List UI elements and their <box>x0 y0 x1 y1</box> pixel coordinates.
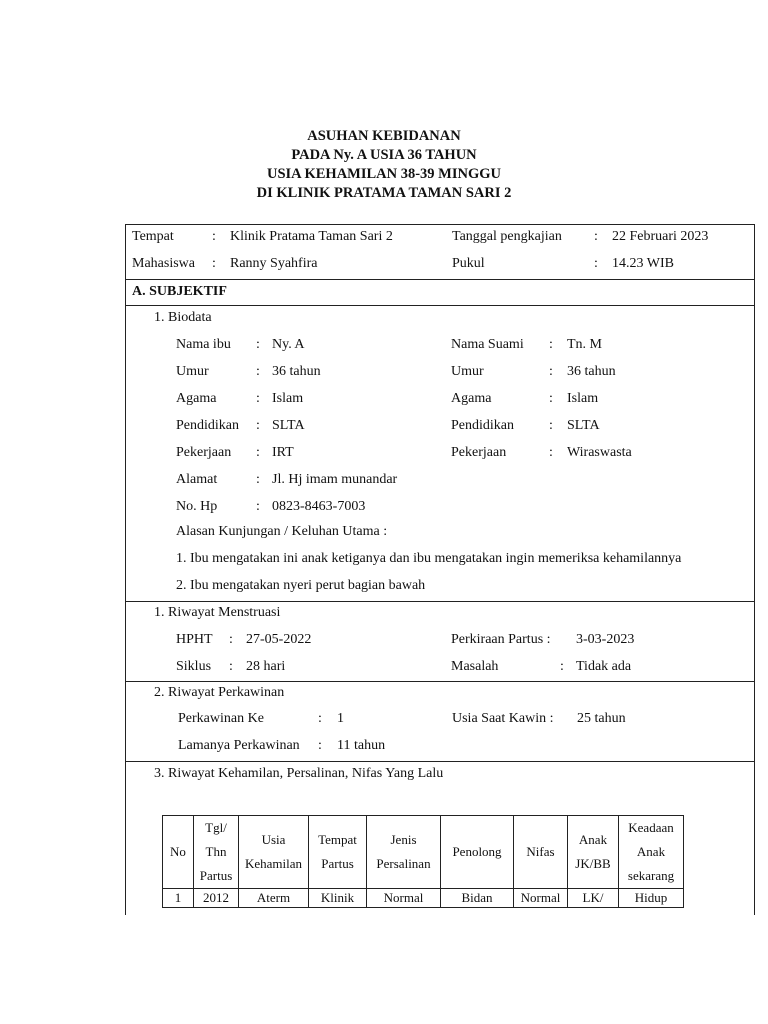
kehamilan-history-table <box>162 815 684 908</box>
tanggal-label: Tanggal pengkajian <box>452 229 562 244</box>
doc-title-line-1: ASUHAN KEBIDANAN <box>307 128 461 144</box>
col-header-line: Partus <box>199 868 233 883</box>
perkiraan-partus-label: Perkiraan Partus : <box>451 632 551 647</box>
ibu-sep: : <box>256 499 260 514</box>
suami-agama-label: Agama <box>451 391 492 406</box>
pukul-label: Pukul <box>452 256 485 271</box>
form-frame <box>125 224 755 915</box>
ibu-agama-label: Agama <box>176 391 217 406</box>
tempat-sep: : <box>212 229 216 244</box>
ibu-umur-label: Umur <box>176 364 209 379</box>
table-cell: LK/ <box>568 889 619 908</box>
col-header-line: Partus <box>321 856 354 871</box>
col-header-usia <box>239 816 309 889</box>
suami-nama-value: Tn. M <box>567 337 602 352</box>
usia-kawin-label: Usia Saat Kawin : <box>452 711 554 726</box>
section-a-heading: A. SUBJEKTIF <box>132 284 227 299</box>
suami-sep: : <box>549 364 553 379</box>
doc-title-line-4: DI KLINIK PRATAMA TAMAN SARI 2 <box>256 185 512 201</box>
perkawinan-ke-sep: : <box>318 711 322 726</box>
suami-agama-value: Islam <box>567 391 599 406</box>
alasan-heading: Alasan Kunjungan / Keluhan Utama : <box>176 524 388 539</box>
col-header-line: JK/BB <box>575 856 611 871</box>
col-header-line: Usia <box>261 832 286 847</box>
table-cell: Klinik <box>309 889 367 908</box>
keluhan-item-2: 2. Ibu mengatakan nyeri perut bagian bawah <box>176 578 426 593</box>
table-cell: Aterm <box>239 889 309 908</box>
ibu-sep: : <box>256 364 260 379</box>
suami-sep: : <box>549 418 553 433</box>
siklus-value: 28 hari <box>246 659 286 674</box>
suami-umur-value: 36 tahun <box>567 364 616 379</box>
col-header-line: sekarang <box>627 868 675 883</box>
divider <box>125 279 755 280</box>
divider <box>125 761 755 762</box>
col-header-line: Jenis <box>390 832 417 847</box>
col-header-tgl <box>194 816 239 889</box>
col-header-line: Tgl/ <box>205 820 227 835</box>
mahasiswa-value: Ranny Syahfira <box>230 256 318 271</box>
table-cell: Normal <box>367 889 441 908</box>
col-header-line: Thn <box>205 844 227 859</box>
suami-umur-label: Umur <box>451 364 484 379</box>
tanggal-value: 22 Februari 2023 <box>612 229 709 244</box>
table-row <box>163 889 684 908</box>
siklus-label: Siklus <box>176 659 212 674</box>
col-header-penolong <box>441 816 514 889</box>
col-header-tempat <box>309 816 367 889</box>
mahasiswa-label: Mahasiswa <box>132 256 195 271</box>
table-cell: 1 <box>163 889 194 908</box>
col-header-jenis <box>367 816 441 889</box>
mahasiswa-sep: : <box>212 256 216 271</box>
table-header-row <box>163 816 684 889</box>
col-header-line: Anak <box>636 844 666 859</box>
ibu-alamat-label: Alamat <box>176 472 218 487</box>
perkawinan-ke-label: Perkawinan Ke <box>178 711 264 726</box>
tanggal-sep: : <box>594 229 598 244</box>
divider <box>125 681 755 682</box>
ibu-pendidikan-label: Pendidikan <box>176 418 239 433</box>
siklus-sep: : <box>229 659 233 674</box>
ibu-alamat-value: Jl. Hj imam munandar <box>272 472 398 487</box>
hpht-value: 27-05-2022 <box>246 632 312 647</box>
table-cell: Normal <box>514 889 568 908</box>
suami-pendidikan-value: SLTA <box>567 418 600 433</box>
pukul-value: 14.23 WIB <box>612 256 674 271</box>
kehamilan-heading: 3. Riwayat Kehamilan, Persalinan, Nifas Yang Lalu <box>154 766 444 781</box>
tempat-value: Klinik Pratama Taman Sari 2 <box>230 229 393 244</box>
ibu-agama-value: Islam <box>272 391 304 406</box>
masalah-sep: : <box>560 659 564 674</box>
col-header-line: Tempat <box>318 832 357 847</box>
table-cell: Bidan <box>441 889 514 908</box>
divider <box>125 601 755 602</box>
perkiraan-partus-value: 3-03-2023 <box>576 632 635 647</box>
keluhan-item-1: 1. Ibu mengatakan ini anak ketiganya dan ibu mengatakan ingin memeriksa kehamilannya <box>176 551 682 566</box>
ibu-pendidikan-value: SLTA <box>272 418 305 433</box>
col-header-line: Nifas <box>526 844 555 859</box>
doc-title-line-3: USIA KEHAMILAN 38-39 MINGGU <box>266 166 502 182</box>
suami-sep: : <box>549 445 553 460</box>
col-header-line: Penolong <box>452 844 502 859</box>
ibu-sep: : <box>256 337 260 352</box>
suami-pendidikan-label: Pendidikan <box>451 418 514 433</box>
suami-pekerjaan-value: Wiraswasta <box>567 445 632 460</box>
ibu-hp-value: 0823-8463-7003 <box>272 499 366 514</box>
ibu-sep: : <box>256 472 260 487</box>
hpht-label: HPHT <box>176 632 213 647</box>
divider <box>125 305 755 306</box>
perkawinan-heading: 2. Riwayat Perkawinan <box>154 685 285 700</box>
ibu-sep: : <box>256 418 260 433</box>
hpht-sep: : <box>229 632 233 647</box>
ibu-sep: : <box>256 445 260 460</box>
col-header-anak <box>568 816 619 889</box>
lama-perkawinan-value: 11 tahun <box>337 738 386 753</box>
ibu-hp-label: No. Hp <box>176 499 218 514</box>
tempat-label: Tempat <box>132 229 174 244</box>
doc-title-line-2: PADA Ny. A USIA 36 TAHUN <box>291 147 477 163</box>
ibu-nama-value: Ny. A <box>272 337 305 352</box>
ibu-sep: : <box>256 391 260 406</box>
lama-perkawinan-sep: : <box>318 738 322 753</box>
ibu-nama-label: Nama ibu <box>176 337 231 352</box>
masalah-value: Tidak ada <box>576 659 632 674</box>
table-cell: Hidup <box>619 889 684 908</box>
col-header-line: Keadaan <box>628 820 674 835</box>
suami-pekerjaan-label: Pekerjaan <box>451 445 507 460</box>
perkawinan-ke-value: 1 <box>337 711 344 726</box>
masalah-label: Masalah <box>451 659 499 674</box>
suami-sep: : <box>549 391 553 406</box>
suami-sep: : <box>549 337 553 352</box>
table-cell: 2012 <box>194 889 239 908</box>
col-header-line: Anak <box>578 832 608 847</box>
suami-nama-label: Nama Suami <box>451 337 524 352</box>
ibu-umur-value: 36 tahun <box>272 364 321 379</box>
col-header-line: No <box>170 844 186 859</box>
col-header-no <box>163 816 194 889</box>
ibu-pekerjaan-label: Pekerjaan <box>176 445 232 460</box>
col-header-line: Kehamilan <box>244 856 303 871</box>
lama-perkawinan-label: Lamanya Perkawinan <box>178 738 300 753</box>
col-header-nifas <box>514 816 568 889</box>
ibu-pekerjaan-value: IRT <box>272 445 294 460</box>
col-header-keadaan <box>619 816 684 889</box>
usia-kawin-value: 25 tahun <box>577 711 626 726</box>
menstruasi-heading: 1. Riwayat Menstruasi <box>154 605 281 620</box>
pukul-sep: : <box>594 256 598 271</box>
col-header-line: Persalinan <box>376 856 431 871</box>
biodata-heading: 1. Biodata <box>154 310 212 325</box>
